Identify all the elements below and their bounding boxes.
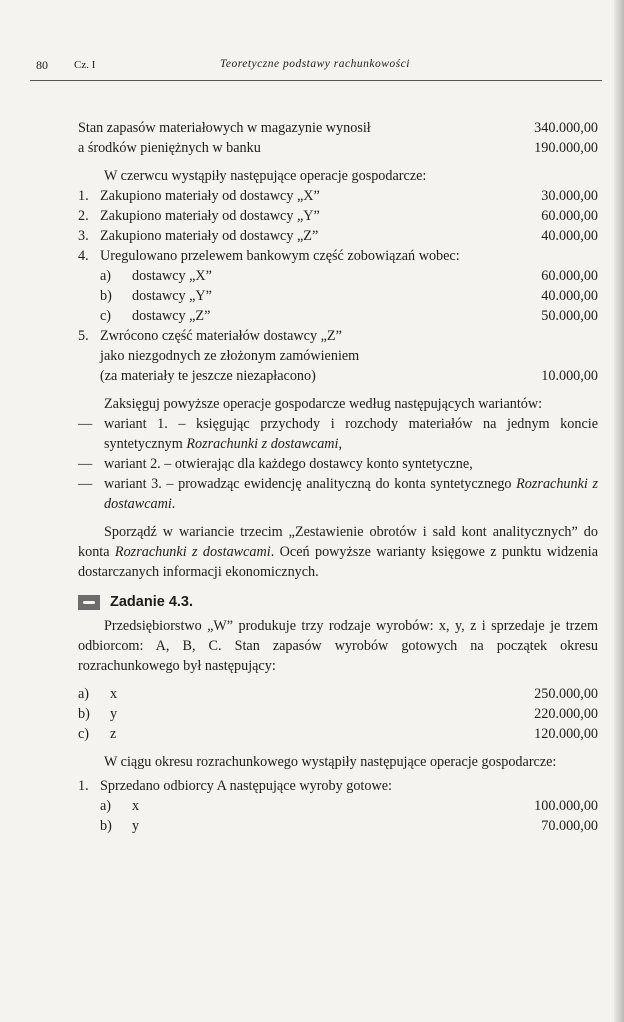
sub-amount: 220.000,00 — [534, 706, 598, 722]
operation-4b — [78, 286, 598, 306]
sub-amount: 100.000,00 — [534, 798, 598, 814]
stock-y — [78, 704, 598, 724]
variant-1 — [78, 414, 598, 454]
task-instruction: Zaksięguj powyższe operacje gospodarcze według następujących wariantów: — [104, 396, 543, 412]
operation-1 — [78, 186, 598, 206]
op-amount: 60.000,00 — [541, 208, 598, 224]
op5-line2: jako niezgodnych ze złożonym zamówieniem — [100, 348, 360, 364]
sub-text: x — [110, 686, 118, 702]
op5-line3: (za materiały te jeszcze niezapłacono) — [100, 368, 316, 384]
sub-text: dostawcy „X” — [132, 268, 212, 284]
op-number: 4. — [78, 248, 89, 264]
task-4-3-intro: Przedsiębiorstwo „W” produkuje trzy rodzaje wyrobów: x, y, z i sprzedaje je trzem odbiorcom: A, B, C. Stan zapasów wyrobów gotowych na początek okresu rozrachunkowego był następujący: — [78, 618, 598, 674]
op-amount: 40.000,00 — [541, 228, 598, 244]
sub-text: y — [110, 706, 118, 722]
sub-amount: 70.000,00 — [541, 818, 598, 834]
sale-y — [78, 816, 598, 836]
variant-text — [104, 454, 598, 474]
operation-3 — [78, 226, 598, 246]
variant-text — [104, 474, 598, 514]
task-4-3-heading — [78, 592, 598, 612]
op-text: Uregulowano przelewem bankowym część zobowiązań wobec: — [100, 248, 460, 264]
bank-funds-row — [78, 138, 598, 158]
sale-operation-1 — [78, 776, 598, 796]
sub-amount: 40.000,00 — [541, 288, 598, 304]
page-number: 80 — [36, 58, 48, 72]
sub-text: dostawcy „Y” — [132, 288, 212, 304]
summary-post: . Oceń powyższe warianty księgowe z punktu widzenia dostarczanych informacji ekonomicznych. — [78, 544, 598, 580]
sub-amount: 120.000,00 — [534, 726, 598, 742]
op-text: Zakupiono materiały od dostawcy „Z” — [100, 228, 319, 244]
stock-x — [78, 684, 598, 704]
op-text: Zakupiono materiały od dostawcy „Y” — [100, 208, 320, 224]
period-operations-intro: W ciągu okresu rozrachunkowego wystąpiły następujące operacje gospodarcze: — [104, 754, 557, 770]
sub-amount: 50.000,00 — [541, 308, 598, 324]
sub-text: dostawcy „Z” — [132, 308, 211, 324]
variant-pre: wariant 3. – prowadząc ewidencję analityczną do konta syntetycznego — [104, 476, 517, 492]
sub-text: x — [132, 798, 140, 814]
operation-4c — [78, 306, 598, 326]
sub-amount: 60.000,00 — [541, 268, 598, 284]
operation-4a — [78, 266, 598, 286]
variant-em: Rozrachunki z dostawcami — [186, 436, 339, 452]
variant-post: . — [171, 496, 176, 512]
op5-amount: 10.000,00 — [541, 368, 598, 384]
op5-line1: Zwrócono część materiałów dostawcy „Z” — [100, 328, 342, 344]
variant-3 — [78, 474, 598, 514]
op-number: 1. — [78, 778, 89, 794]
op-text: Sprzedano odbiorcy A następujące wyroby gotowe: — [100, 778, 392, 794]
op-number: 3. — [78, 228, 89, 244]
variant-text — [104, 414, 598, 454]
bank-funds-amount: 190.000,00 — [534, 140, 598, 156]
sub-letter: c) — [100, 308, 112, 324]
part-label: Cz. I — [74, 59, 96, 71]
sub-letter: a) — [100, 268, 112, 284]
header-title: Teoretyczne podstawy rachunkowości — [220, 58, 410, 70]
sub-text: z — [110, 726, 117, 742]
pencil-icon — [78, 595, 100, 610]
op-amount: 30.000,00 — [541, 188, 598, 204]
june-operations-intro: W czerwcu wystąpiły następujące operacje gospodarcze: — [104, 168, 427, 184]
page-content — [78, 118, 598, 836]
op-number: 1. — [78, 188, 89, 204]
op-text-block — [100, 326, 598, 386]
sub-letter: a) — [100, 798, 112, 814]
summary-paragraph — [78, 522, 598, 582]
dash: — — [78, 476, 93, 492]
header-rule — [30, 80, 602, 81]
sub-amount: 250.000,00 — [534, 686, 598, 702]
operation-2 — [78, 206, 598, 226]
sub-letter: b) — [100, 818, 112, 834]
sub-letter: b) — [100, 288, 112, 304]
stock-materials-amount: 340.000,00 — [534, 120, 598, 136]
bank-funds-text: a środków pieniężnych w banku — [78, 140, 261, 156]
sub-letter: c) — [78, 726, 90, 742]
op-text: Zakupiono materiały od dostawcy „X” — [100, 188, 320, 204]
stock-z — [78, 724, 598, 744]
sub-text: y — [132, 818, 140, 834]
variant-post: , — [338, 436, 343, 452]
op5-line3-row — [100, 366, 598, 386]
summary-em: Rozrachunki z dostawcami — [114, 544, 271, 560]
variant-pre: wariant 1. – księgując przychody i rozchody materiałów na jednym koncie syntetycznym — [104, 416, 598, 452]
variant-pre: wariant 2. – otwierając dla każdego dostawcy konto syntetyczne, — [104, 456, 473, 472]
sub-letter: a) — [78, 686, 90, 702]
task-4-3-title: Zadanie 4.3. — [110, 594, 194, 610]
op-number: 5. — [78, 328, 89, 344]
stock-materials-row — [78, 118, 598, 138]
operation-5 — [78, 326, 598, 386]
page-edge-shadow — [614, 0, 624, 1022]
sale-x — [78, 796, 598, 816]
operation-4 — [78, 246, 598, 266]
variant-2 — [78, 454, 598, 474]
variant-em: Rozrachunki z dostawcami — [104, 476, 598, 512]
op-number: 2. — [78, 208, 89, 224]
dash: — — [78, 416, 93, 432]
stock-materials-text: Stan zapasów materiałowych w magazynie wynosił — [78, 120, 371, 136]
summary-pre: Sporządź w wariancie trzecim „Zestawienie obrotów i sald kont analitycznych” do konta — [78, 524, 598, 560]
dash: — — [78, 456, 93, 472]
sub-letter: b) — [78, 706, 90, 722]
running-header — [30, 58, 602, 78]
